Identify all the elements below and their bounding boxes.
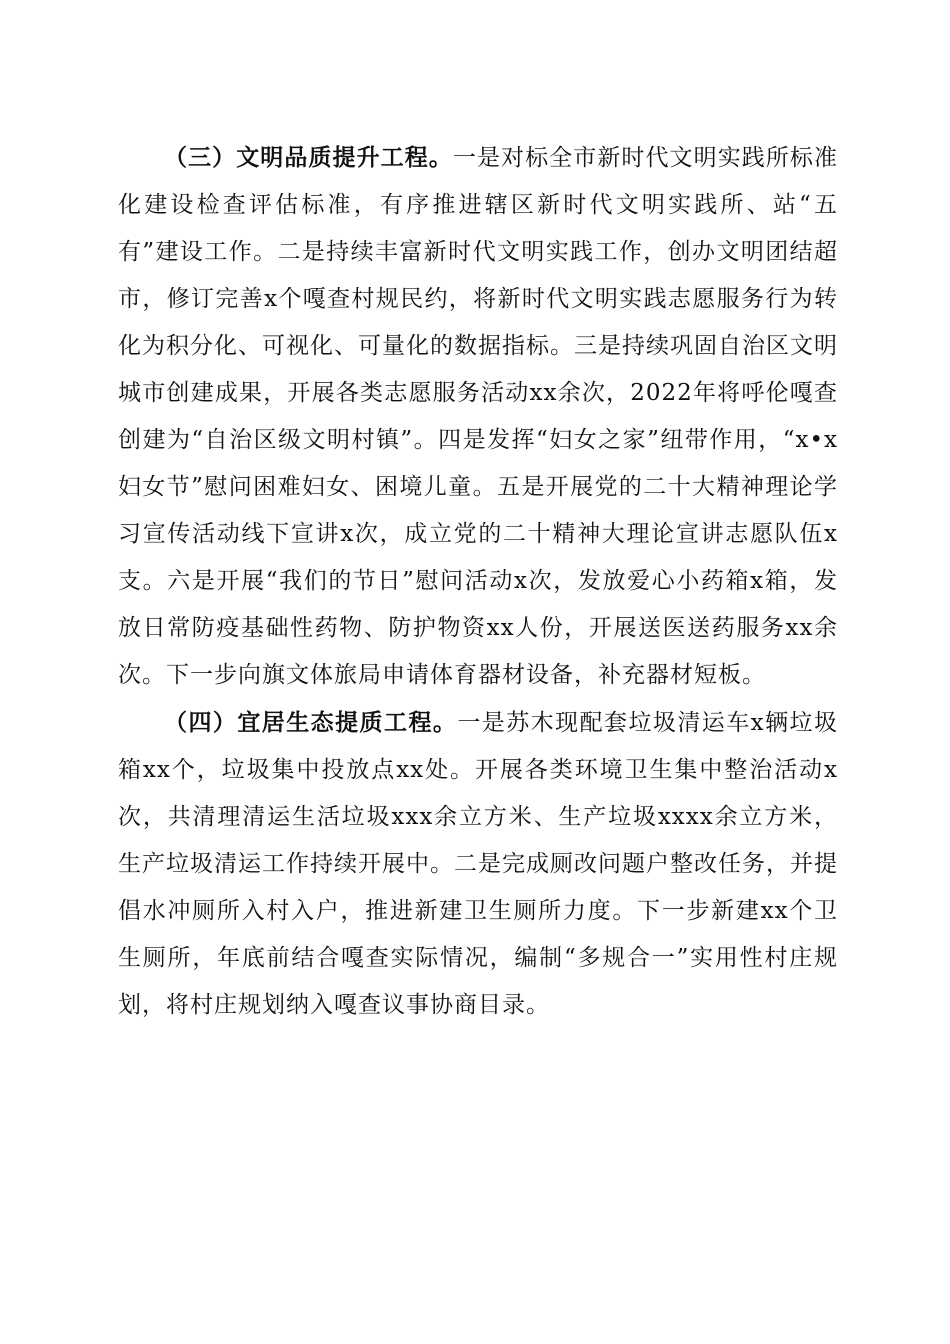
paragraph-section-3 bbox=[118, 134, 838, 699]
section-heading-4: （四）宜居生态提质工程。 bbox=[164, 709, 458, 736]
section-heading-3: （三）文明品质提升工程。 bbox=[164, 144, 453, 171]
section-body-3: 一是对标全市新时代文明实践所标准化建设检查评估标准，有序推进辖区新时代文明实践所、站“五有”建设工作。二是持续丰富新时代文明实践工作，创办文明团结超市，修订完善x个嘎查村规民约，将新时代文明实践志愿服务行为转化为积分化、可视化、可量化的数据指标。三是持续巩固自治区文明城市创建成果，开展各类志愿服务活动xx余次，2022年将呼伦嘎查创建为“自治区级文明村镇”。四是发挥“妇女之家”纽带作用，“x•x妇女节”慰问困难妇女、困境儿童。五是开展党的二十大精神理论学习宣传活动线下宣讲x次，成立党的二十精神大理论宣讲志愿队伍x支。六是开展“我们的节日”慰问活动x次，发放爱心小药箱x箱，发放日常防疫基础性药物、防护物资xx人份，开展送医送药服务xx余次。下一步向旗文体旅局申请体育器材设备，补充器材短板。 bbox=[118, 145, 839, 688]
section-body-4: 一是苏木现配套垃圾清运车x辆垃圾箱xx个，垃圾集中投放点xx处。开展各类环境卫生集中整治活动x次，共清理清运生活垃圾xxx余立方米、生产垃圾xxxx余立方米，生产垃圾清运工作持续开展中。二是完成厕改问题户整改任务，并提倡水冲厕所入村入户，推进新建卫生厕所力度。下一步新建xx个卫生厕所，年底前结合嘎查实际情况，编制“多规合一”实用性村庄规划，将村庄规划纳入嘎查议事协商目录。 bbox=[118, 710, 838, 1018]
document-body bbox=[118, 134, 838, 1029]
paragraph-section-4 bbox=[118, 699, 838, 1029]
